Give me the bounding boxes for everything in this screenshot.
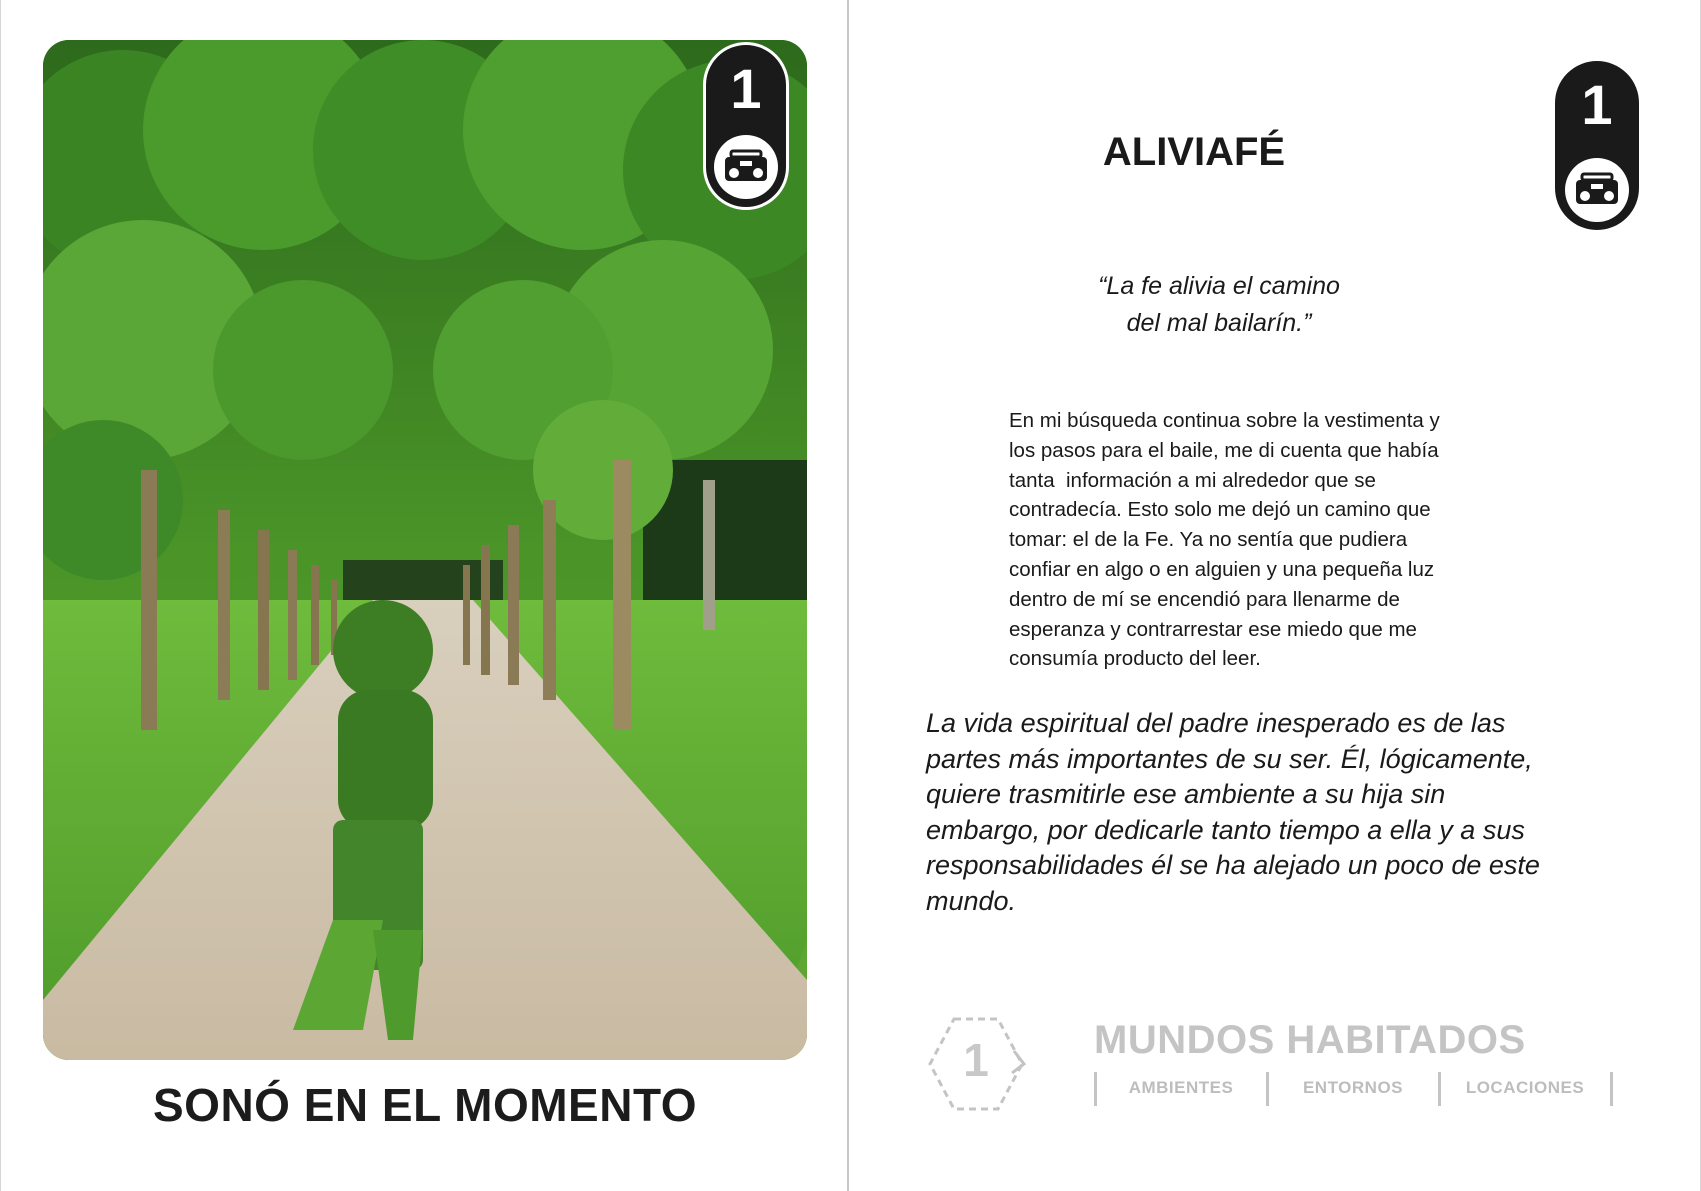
left-card — [0, 0, 848, 1191]
body-line: tomar: el de la Fe. Ya no sentía que pudiera — [1009, 528, 1408, 552]
body-paragraph — [1009, 406, 1549, 674]
tree-lined-path-illustration — [43, 40, 807, 1060]
boombox-icon — [1574, 172, 1620, 208]
category-entornos: ENTORNOS — [1302, 1078, 1404, 1097]
body-line: contradecía. Esto solo me dejó un camino que — [1009, 498, 1431, 522]
footer-hex-badge — [928, 1015, 1032, 1113]
card-photo — [43, 40, 807, 1060]
quote-line: “La fe alivia el camino — [1098, 272, 1340, 300]
category-ambientes: AMBIENTES — [1128, 1078, 1234, 1097]
right-card — [849, 0, 1700, 1191]
footer-number: 1 — [963, 1034, 989, 1086]
right-card-title: ALIVIAFÉ — [1102, 130, 1286, 174]
body-line: los pasos para el baile, me di cuenta que había — [1009, 438, 1439, 462]
italic-line: partes más importantes de su ser. Él, lógicamente, — [926, 743, 1533, 774]
card-number: 1 — [1581, 73, 1613, 136]
left-card-title: SONÓ EN EL MOMENTO — [152, 1079, 698, 1131]
body-line: consumía producto del leer. — [1009, 647, 1261, 671]
italic-description — [926, 706, 1626, 920]
category-divider — [1610, 1072, 1613, 1106]
body-line: dentro de mí se encendió para llenarme de — [1009, 587, 1400, 611]
category-locaciones: LOCACIONES — [1465, 1078, 1585, 1097]
card-number-badge — [703, 42, 789, 210]
card-number-badge-right — [1552, 58, 1642, 233]
italic-line: La vida espiritual del padre inesperado es de las — [926, 708, 1506, 738]
italic-line: quiere trasmitirle ese ambiente a su hija sin — [926, 779, 1446, 810]
body-line: confiar en algo o en alguien y una pequeña luz — [1009, 557, 1435, 581]
italic-line: embargo, por dedicarle tanto tiempo a ella y a sus — [926, 814, 1525, 845]
body-line: tanta información a mi alrededor que se — [1009, 468, 1376, 492]
badge-icon-circle — [1565, 158, 1629, 222]
boombox-icon — [723, 149, 769, 185]
body-line: esperanza y contrarrestar ese miedo que me — [1009, 617, 1417, 641]
card-number: 1 — [730, 57, 762, 120]
italic-line: responsabilidades él se ha alejado un poco de este — [926, 850, 1540, 881]
body-line: En mi búsqueda continua sobre la vestimenta y — [1009, 409, 1440, 432]
quote-line: del mal bailarín.” — [1126, 309, 1312, 337]
badge-icon-circle — [714, 135, 778, 199]
quote — [999, 268, 1439, 342]
italic-line: mundo. — [926, 885, 1017, 916]
footer-title: MUNDOS HABITADOS — [1094, 1018, 1526, 1062]
